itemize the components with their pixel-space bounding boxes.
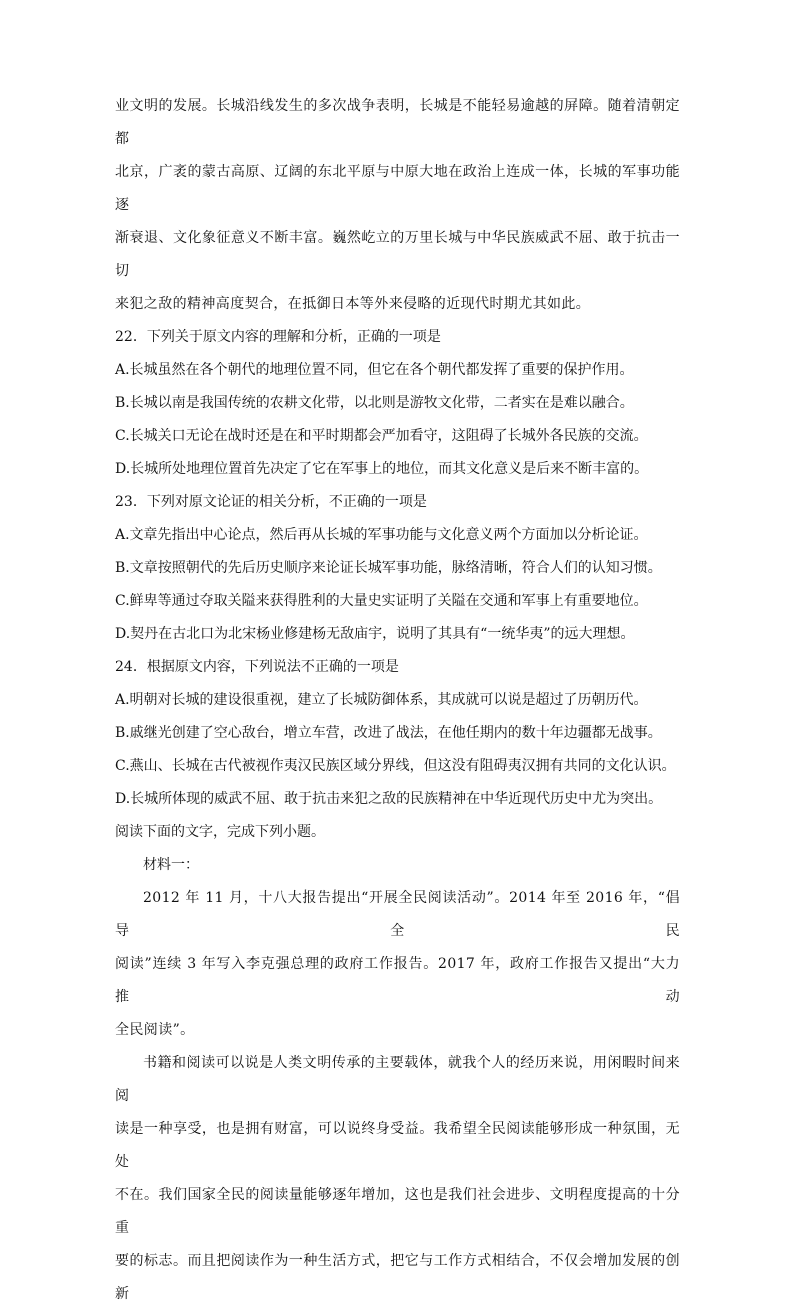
question-stem: 24．根据原文内容，下列说法不正确的一项是: [115, 659, 399, 675]
question-stem: 22．下列关于原文内容的理解和分析，正确的一项是: [115, 329, 441, 345]
passage-line: 渐衰退、文化象征意义不断丰富。巍然屹立的万里长城与中华民族威武不屈、敢于抗击一切: [115, 230, 680, 279]
paragraph-line: 读是一种享受，也是拥有财富，可以说终身受益。我希望全民阅读能够形成一种氛围，无处: [115, 1121, 680, 1170]
reading-instruction: 阅读下面的文字，完成下列小题。: [115, 824, 325, 840]
question-option-b: B.文章按照朝代的先后历史顺序来论证长城军事功能，脉络清晰，符合人们的认知习惯。: [115, 560, 662, 576]
passage-ending: [115, 90, 680, 321]
passage-line: 来犯之敌的精神高度契合，在抵御日本等外来侵略的近现代时期尤其如此。: [115, 296, 591, 312]
question-option-a: A.明朝对长城的建设很重视，建立了长城防御体系，其成就可以说是超过了历朝历代。: [115, 692, 648, 708]
document-content: [115, 90, 680, 1311]
question-option-a: A.长城虽然在各个朝代的地理位置不同，但它在各个朝代都发挥了重要的保护作用。: [115, 362, 634, 378]
question-stem: 23．下列对原文论证的相关分析，不正确的一项是: [115, 494, 427, 510]
material-paragraph-2: [115, 1047, 680, 1311]
paragraph-line: 不在。我们国家全民的阅读量能够逐年增加，这也是我们社会进步、文明程度提高的十分重: [115, 1187, 680, 1236]
question-23: [115, 486, 680, 651]
question-option-d: D.契丹在古北口为北宋杨业修建杨无敌庙宇，说明了其具有“一统华夷”的远大理想。: [115, 626, 635, 642]
paragraph-line: 2012 年 11 月，十八大报告提出“开展全民阅读活动”。2014 年至 2016 年，“倡导全民: [115, 890, 680, 939]
paragraph-line: 阅读”连续 3 年写入李克强总理的政府工作报告。2017 年，政府工作报告又提出“大力推动: [115, 956, 680, 1005]
question-option-c: C.长城关口无论在战时还是在和平时期都会严加看守，这阻碍了长城外各民族的交流。: [115, 428, 648, 444]
question-24: [115, 651, 680, 816]
material-title: 材料一：: [143, 857, 199, 873]
question-option-d: D.长城所处地理位置首先决定了它在军事上的地位，而其文化意义是后来不断丰富的。: [115, 461, 649, 477]
passage-line: 业文明的发展。长城沿线发生的多次战争表明，长城是不能轻易逾越的屏障。随着清朝定都: [115, 98, 680, 147]
paragraph-line: 要的标志。而且把阅读作为一种生活方式，把它与工作方式相结合，不仅会增加发展的创新: [115, 1253, 680, 1302]
paragraph-line: 全民阅读”。: [115, 1022, 195, 1038]
question-option-c: C.燕山、长城在古代被视作夷汉民族区域分界线，但这没有阻碍夷汉拥有共同的文化认识。: [115, 758, 676, 774]
question-option-b: B.戚继光创建了空心敌台，增立车营，改进了战法，在他任期内的数十年边疆都无战事。: [115, 725, 662, 741]
question-22: [115, 321, 680, 486]
question-option-b: B.长城以南是我国传统的农耕文化带，以北则是游牧文化带，二者实在是难以融合。: [115, 395, 634, 411]
question-option-a: A.文章先指出中心论点，然后再从长城的军事功能与文化意义两个方面加以分析论证。: [115, 527, 648, 543]
question-option-d: D.长城所体现的威武不屈、敢于抗击来犯之敌的民族精神在中华近现代历史中尤为突出。: [115, 791, 663, 807]
passage-line: 北京，广袤的蒙古高原、辽阔的东北平原与中原大地在政治上连成一体，长城的军事功能逐: [115, 164, 680, 213]
paragraph-line: 书籍和阅读可以说是人类文明传承的主要载体，就我个人的经历来说，用闲暇时间来阅: [115, 1055, 680, 1104]
question-option-c: C.鲜卑等通过夺取关隘来获得胜利的大量史实证明了关隘在交通和军事上有重要地位。: [115, 593, 648, 609]
material-paragraph-1: [115, 882, 680, 1047]
